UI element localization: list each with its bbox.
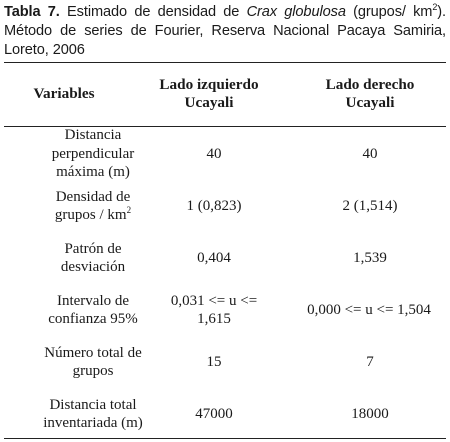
table-row-left-value: 40 xyxy=(206,145,222,162)
table-row-variable: Patrón de desviación xyxy=(60,240,126,275)
caption-species: Crax globulosa xyxy=(246,4,346,20)
table-row-right-value: 0,000 <= u <= 1,504 xyxy=(307,301,431,318)
table-row-variable: Distancia perpendicular máxima (m) xyxy=(51,127,135,181)
caption-text-before: Estimado de densidad de xyxy=(67,4,240,20)
table-row-variable: Intervalo de confianza 95% xyxy=(48,292,138,327)
table-caption xyxy=(4,3,446,60)
table-row-right-value: 2 (1,514) xyxy=(342,197,398,214)
table-bottom-rule xyxy=(4,438,446,439)
table-row-right-value: 40 xyxy=(362,145,378,162)
table-row-right-value: 18000 xyxy=(351,405,389,422)
table-row-variable: Distancia total inventariada (m) xyxy=(43,396,143,431)
caption-label: Tabla 7. xyxy=(4,4,60,20)
caption-text-after: ). Método de series de Fourier, Reserva Nacional Pacaya Samiria, Loreto, 2006 xyxy=(4,4,446,58)
caption-text-unit: (grupos/ km xyxy=(353,4,433,20)
header-left-side: Lado izquierdo Ucayali xyxy=(159,75,259,111)
table-row-left-value: 0,404 xyxy=(197,249,231,266)
table-row-right-value: 1,539 xyxy=(353,249,387,266)
table-row-left-value: 15 xyxy=(206,353,222,370)
header-variables: Variables xyxy=(33,84,95,102)
caption-unit-sup: 2 xyxy=(432,2,438,12)
table-row-left-value: 1 (0,823) xyxy=(186,197,242,214)
table-row-left-value: 0,031 <= u <= 1,615 xyxy=(170,292,258,327)
table-row-variable: Densidad de grupos / $km^2$ xyxy=(54,188,132,223)
table-row-variable: Número total de grupos xyxy=(44,344,142,379)
table-row-right-value: 7 xyxy=(366,353,374,370)
header-right-side: Lado derecho Ucayali xyxy=(325,75,415,111)
table-row-left-value: 47000 xyxy=(195,405,233,422)
table-top-rule xyxy=(4,62,446,63)
